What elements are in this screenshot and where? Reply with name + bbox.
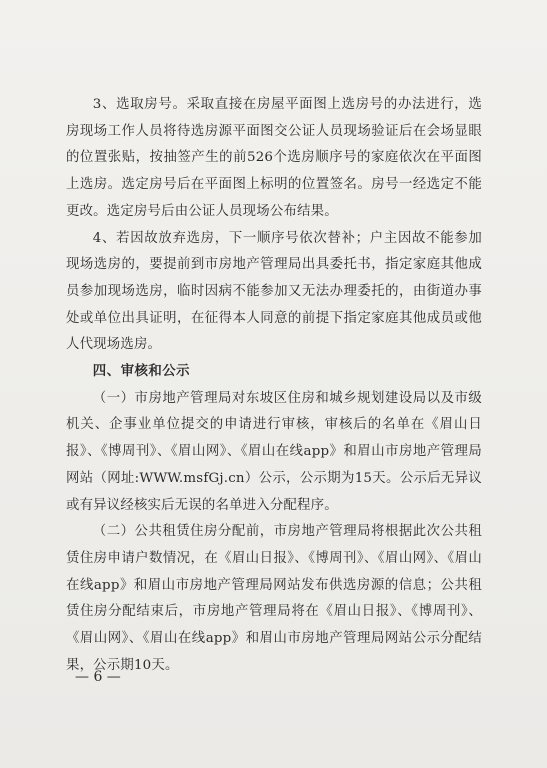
section-heading-review-publicity: 四、审核和公示 — [92, 364, 191, 380]
paragraph-publicity: （二）公共租赁住房分配前，市房地产管理局将根据此次公共租赁住房申请户数情况，在《眉山日报》、《博周刊》、《眉山网》、《眉山在线app》和眉山市房地产管理局网站发布供选房源的信息；公共租赁住房分配结束后，市房地产管理局将在《眉山日报》、《博周刊》、《眉山网》、《眉山在线app》和眉山市房地产管理局网站公示分配结果，公示期10天。 — [66, 524, 482, 673]
paragraph-give-up-selection: 4、若因故放弃选房，下一顺序号依次替补；户主因故不能参加现场选房的，要提前到市房地产管理局出具委托书，指定家庭其他成员参加现场选房，临时因病不能参加又无法办理委托的，由街道办事处或单位出具证明，在征得本人同意的前提下指定家庭其他成员或他人代现场选房。 — [66, 230, 482, 353]
paragraph-review: （一）市房地产管理局对东坡区住房和城乡规划建设局以及市级机关、企事业单位提交的申请进行审核，审核后的名单在《眉山日报》、《博周刊》、《眉山网》、《眉山在线app》和眉山市房地产管理局网站（网址:WWW.msfGj.cn）公示，公示期为15天。公示后无异议或有异议经核实后无误的名单进入分配程序。 — [66, 390, 482, 513]
paragraph-select-room-number: 3、选取房号。采取直接在房屋平面图上选房号的办法进行，选房现场工作人员将待选房源平面图交公证人员现场验证后在会场显眼的位置张贴，按抽签产生的前526个选房顺序号的家庭依次在平面图上选房。选定房号后在平面图上标明的位置签名。房号一经选定不能更改。选定房号后由公证人员现场公布结果。 — [66, 97, 482, 219]
document-body — [66, 92, 482, 679]
page-number: — 6 — — [75, 669, 121, 685]
